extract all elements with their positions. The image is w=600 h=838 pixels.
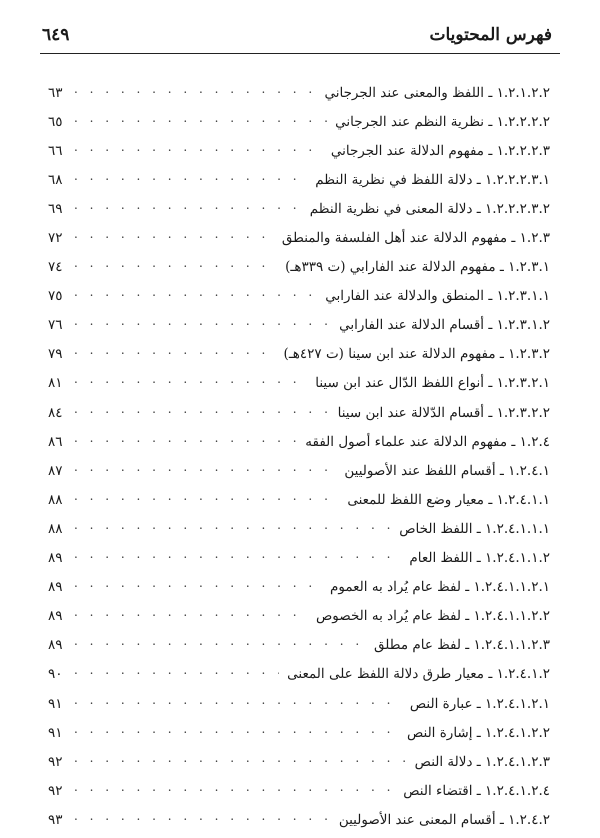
toc-entry-page: ٩١ — [48, 695, 63, 712]
page-header — [40, 18, 560, 52]
dot-leader — [74, 667, 279, 681]
toc-entry-title: ١.٢.٢.٢.٣ ـ مفهوم الدلالة عند الجرجاني — [330, 142, 550, 159]
dot-leader — [74, 144, 323, 158]
toc-entry-page: ٧٥ — [48, 288, 63, 305]
toc-entry-page: ٧٩ — [48, 346, 63, 363]
toc-entry[interactable] — [48, 107, 550, 136]
toc-entry-page: ٦٥ — [48, 113, 63, 130]
dot-leader — [74, 813, 331, 827]
toc-entry[interactable] — [48, 398, 550, 427]
toc-entry[interactable] — [48, 223, 550, 252]
toc-entry-title: ١.٢.٢.٢.٢ ـ نظرية النظم عند الجرجاني — [335, 113, 550, 130]
dot-leader — [74, 493, 339, 507]
toc-entry-page: ٨٩ — [48, 579, 63, 596]
toc-entry[interactable] — [48, 514, 550, 543]
dot-leader — [74, 260, 277, 274]
toc-entry[interactable] — [48, 805, 550, 834]
toc-entry-title: ١.٢.٤.١.١.٢.١ ـ لفظ عام يُراد به العموم — [330, 579, 550, 596]
toc-entry-page: ٩٢ — [48, 753, 63, 770]
toc-entry-page: ٨١ — [48, 375, 63, 392]
toc-entry-page: ٨٨ — [48, 520, 63, 537]
toc-entry-title: ١.٢.٣ ـ مفهوم الدلالة عند أهل الفلسفة والمنطق — [281, 230, 550, 247]
toc-entry-title: ١.٢.٣.١.١ ـ المنطق والدلالة عند الفارابي — [325, 288, 550, 305]
dot-leader — [74, 376, 307, 390]
toc-entry-title: ١.٢.٤.١.١.٢.٣ ـ لفظ عام مطلق — [374, 637, 550, 654]
toc-entry[interactable] — [48, 78, 550, 107]
toc-entry-page: ٧٢ — [48, 230, 63, 247]
toc-entry-page: ٧٦ — [48, 317, 63, 334]
dot-leader — [74, 784, 395, 798]
toc-entry-page: ٨٧ — [48, 462, 63, 479]
dot-leader — [74, 173, 307, 187]
toc-entry-title: ١.٢.٣.٢ ـ مفهوم الدلالة عند ابن سينا (ت ٤٢٧هـ) — [283, 346, 550, 363]
dot-leader — [74, 318, 331, 332]
toc-entry[interactable] — [48, 660, 550, 689]
dot-leader — [74, 726, 399, 740]
toc-entry-title: ١.٢.٤.١.٢.١ ـ عبارة النص — [409, 695, 550, 712]
dot-leader — [74, 609, 308, 623]
dot-leader — [74, 231, 274, 245]
toc-entry-title: ١.٢.٤.١.١.١ ـ اللفظ الخاص — [399, 520, 550, 537]
dot-leader — [74, 289, 317, 303]
toc-entry-title: ١.٢.٤.١.١.٢ ـ اللفظ العام — [409, 550, 550, 567]
toc-entry[interactable] — [48, 311, 550, 340]
toc-entry[interactable] — [48, 136, 550, 165]
toc-entry-page: ٩٣ — [48, 811, 63, 828]
toc-entry-title: ١.٢.٣.٢.٢ ـ أقسام الدّلالة عند ابن سينا — [337, 404, 550, 421]
toc-entry-title: ١.٢.٤.١.٢ ـ معيار طرق دلالة اللفظ على المعنى — [287, 666, 550, 683]
toc-entry-title: ١.٢.٤.٢ ـ أقسام المعنى عند الأصوليين — [338, 811, 550, 828]
toc-entry-title: ١.٢.٢.٢.٣.١ ـ دلالة اللفظ في نظرية النظم — [315, 171, 550, 188]
toc-entry[interactable] — [48, 776, 550, 805]
toc-entry-title: ١.٢.٤.١.١ ـ معيار وضع اللفظ للمعنى — [347, 491, 550, 508]
toc-entry-page: ٩٠ — [48, 666, 63, 683]
dot-leader — [74, 86, 316, 100]
toc-entry-title: ١.٢.٣.١ ـ مفهوم الدلالة عند الفارابي (ت ٣٣٩هـ) — [285, 259, 550, 276]
toc-entry-page: ٩١ — [48, 724, 63, 741]
toc-entry-page: ٨٤ — [48, 404, 63, 421]
toc-entry-title: ١.٢.٤.١.١.٢.٢ ـ لفظ عام يُراد به الخصوص — [315, 608, 550, 625]
toc-entry[interactable] — [48, 340, 550, 369]
toc-entry-page: ٦٩ — [48, 200, 63, 217]
toc-entry-title: ١.٢.٤.١.٢.٤ ـ اقتضاء النص — [403, 782, 550, 799]
dot-leader — [74, 638, 366, 652]
dot-leader — [74, 522, 391, 536]
toc-entry[interactable] — [48, 544, 550, 573]
page-title: فهرس المحتويات — [429, 25, 552, 45]
dot-leader — [74, 580, 322, 594]
toc-entry-page: ٨٦ — [48, 433, 63, 450]
dot-leader — [74, 464, 336, 478]
dot-leader — [74, 435, 297, 449]
dot-leader — [74, 755, 407, 769]
toc-entry-page: ٨٩ — [48, 637, 63, 654]
toc-entry[interactable] — [48, 485, 550, 514]
toc-entry[interactable] — [48, 194, 550, 223]
toc-entry[interactable] — [48, 253, 550, 282]
toc-entry-title: ١.٢.١.٢.٢ ـ اللفظ والمعنى عند الجرجاني — [324, 84, 550, 101]
dot-leader — [74, 551, 401, 565]
toc-entry-title: ١.٢.٤.١.٢.٣ ـ دلالة النص — [414, 753, 550, 770]
dot-leader — [74, 697, 402, 711]
toc-entry[interactable] — [48, 282, 550, 311]
toc-entry[interactable] — [48, 689, 550, 718]
toc-entry-title: ١.٢.٢.٢.٣.٢ ـ دلالة المعنى في نظرية النظم — [309, 200, 550, 217]
toc-entry[interactable] — [48, 631, 550, 660]
toc-entry-title: ١.٢.٣.٢.١ ـ أنواع اللفظ الدّال عند ابن سينا — [315, 375, 550, 392]
toc-entry-page: ٦٣ — [48, 84, 63, 101]
toc-entry-title: ١.٢.٤.١.٢.٢ ـ إشارة النص — [406, 724, 550, 741]
dot-leader — [74, 202, 302, 216]
toc-entry[interactable] — [48, 747, 550, 776]
toc-entry[interactable] — [48, 718, 550, 747]
toc-entry[interactable] — [48, 165, 550, 194]
toc-entry-page: ٨٩ — [48, 608, 63, 625]
toc-entry-title: ١.٢.٤.١ ـ أقسام اللفظ عند الأصوليين — [344, 462, 550, 479]
dot-leader — [74, 115, 327, 129]
toc-entry-page: ٩٢ — [48, 782, 63, 799]
toc-entry-page: ٨٩ — [48, 550, 63, 567]
header-rule — [40, 53, 560, 54]
toc-entry-title: ١.٢.٤ ـ مفهوم الدلالة عند علماء أصول الفقه — [305, 433, 550, 450]
toc-entry[interactable] — [48, 427, 550, 456]
toc-entry-title: ١.٢.٣.١.٢ ـ أقسام الدلالة عند الفارابي — [339, 317, 550, 334]
toc-entry-page: ٨٨ — [48, 491, 63, 508]
table-of-contents — [48, 78, 550, 834]
toc-entry-page: ٦٦ — [48, 142, 63, 159]
toc-entry[interactable] — [48, 602, 550, 631]
toc-entry[interactable] — [48, 456, 550, 485]
toc-entry-page: ٦٨ — [48, 171, 63, 188]
toc-entry[interactable] — [48, 573, 550, 602]
dot-leader — [74, 347, 276, 361]
toc-entry[interactable] — [48, 369, 550, 398]
dot-leader — [74, 406, 330, 420]
toc-entry-page: ٧٤ — [48, 259, 63, 276]
page-number: ٦٤٩ — [42, 25, 70, 45]
